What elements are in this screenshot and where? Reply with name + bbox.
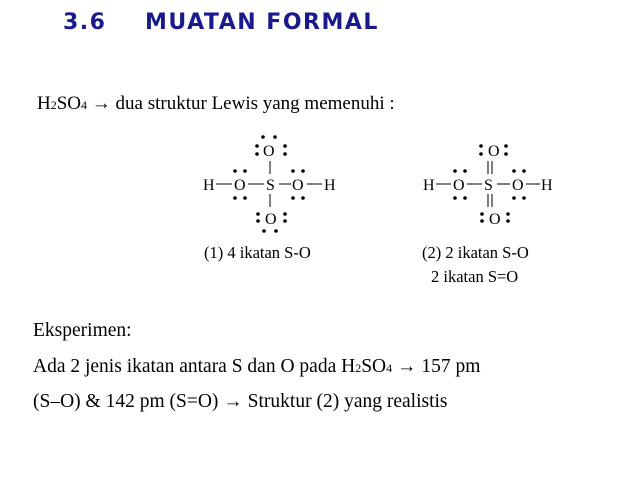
formula-sub-4: 4 [386, 361, 393, 375]
atom-o-right: O [292, 177, 304, 194]
lone-pair-dot [291, 169, 295, 173]
lone-pair-dot [233, 169, 237, 173]
lone-pair-dot [480, 219, 484, 223]
caption-structure-2-line1: (2) 2 ikatan S-O [422, 243, 529, 262]
formula-so: SO [361, 356, 387, 377]
experiment-line-2 [33, 356, 480, 378]
atom-h-left: H [203, 177, 215, 194]
lone-pair-dot [283, 212, 287, 216]
lewis-structure-1 [203, 135, 336, 233]
lone-pair-dot [480, 212, 484, 216]
formula-sub-2: 2 [355, 361, 362, 375]
lone-pair-dot [522, 169, 526, 173]
atom-o-top: O [263, 143, 275, 160]
lone-pair-dot [479, 152, 483, 156]
experiment-text-a: Ada 2 jenis ikatan antara S dan O pada H [33, 356, 356, 377]
lone-pair-dot [256, 219, 260, 223]
formula-sub-2: 2 [50, 98, 57, 112]
lone-pair-dot [283, 152, 287, 156]
lone-pair-dot [283, 144, 287, 148]
lone-pair-dot [274, 229, 278, 233]
atom-o-left: O [453, 177, 465, 194]
atom-h-right: H [541, 177, 553, 194]
atom-s: S [266, 177, 275, 194]
arrow-icon: → [91, 93, 111, 114]
experiment-heading: Eksperimen: [33, 320, 132, 341]
atom-o-top: O [488, 143, 500, 160]
lone-pair-dot [512, 169, 516, 173]
formula-h: H [37, 93, 51, 114]
section-number: 3.6 [63, 10, 107, 35]
atom-h-left: H [423, 177, 435, 194]
atom-o-bottom: O [265, 211, 277, 228]
lone-pair-dot [463, 169, 467, 173]
lone-pair-dot [301, 196, 305, 200]
caption-structure-2-line2: 2 ikatan S=O [431, 267, 519, 286]
lone-pair-dot [243, 169, 247, 173]
formula-sub-4: 4 [81, 98, 88, 112]
atom-o-left: O [234, 177, 246, 194]
atom-s: S [484, 177, 493, 194]
lone-pair-dot [463, 196, 467, 200]
lone-pair-dot [283, 219, 287, 223]
lone-pair-dot [504, 144, 508, 148]
lewis-structure-2 [423, 143, 553, 228]
lone-pair-dot [291, 196, 295, 200]
atom-o-right: O [512, 177, 524, 194]
experiment-text-c: → 157 pm [392, 356, 481, 377]
atom-h-right: H [324, 177, 336, 194]
lone-pair-dot [233, 196, 237, 200]
lone-pair-dot [273, 135, 277, 139]
atom-o-bottom: O [489, 211, 501, 228]
section-title: MUATAN FORMAL [145, 10, 379, 35]
caption-structure-1: (1) 4 ikatan S-O [204, 243, 311, 262]
lone-pair-dot [256, 212, 260, 216]
lone-pair-dot [301, 169, 305, 173]
lone-pair-dot [479, 144, 483, 148]
experiment-line-3: (S–O) & 142 pm (S=O) → Struktur (2) yang realistis [33, 391, 448, 412]
lone-pair-dot [512, 196, 516, 200]
formula-so: SO [56, 93, 82, 114]
lone-pair-dot [453, 196, 457, 200]
lone-pair-dot [506, 212, 510, 216]
lone-pair-dot [262, 229, 266, 233]
lone-pair-dot [506, 219, 510, 223]
lone-pair-dot [255, 152, 259, 156]
lone-pair-dot [243, 196, 247, 200]
lone-pair-dot [504, 152, 508, 156]
lone-pair-dot [261, 135, 265, 139]
lone-pair-dot [453, 169, 457, 173]
lone-pair-dot [255, 144, 259, 148]
intro-text: dua struktur Lewis yang memenuhi : [110, 93, 395, 114]
lone-pair-dot [522, 196, 526, 200]
